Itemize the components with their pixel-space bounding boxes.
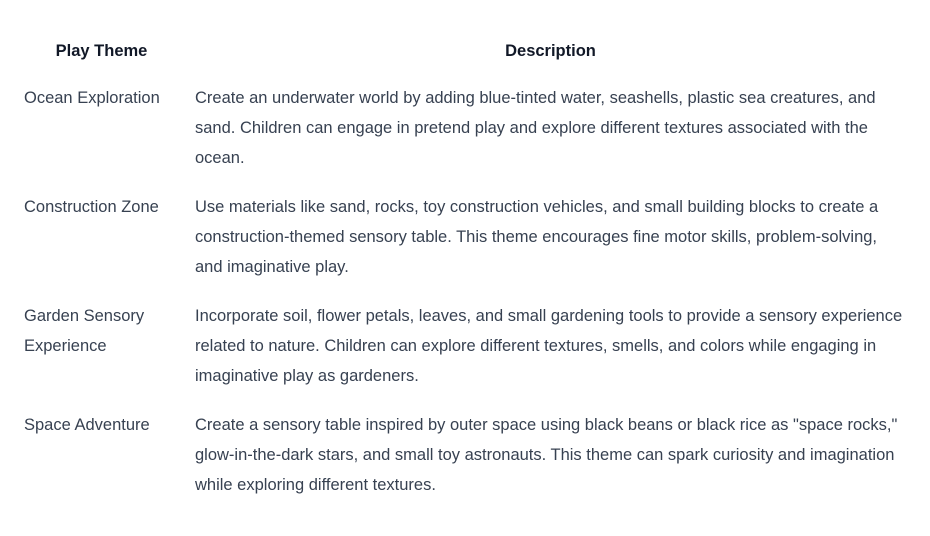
header-row bbox=[16, 28, 914, 75]
theme-cell: Construction Zone bbox=[24, 198, 159, 216]
play-themes-table bbox=[16, 28, 914, 511]
description-cell: Use materials like sand, rocks, toy construction vehicles, and small building blocks to create a construction-themed sensory table. This theme encourages fine motor skills, problem-solving, and imaginative play. bbox=[195, 198, 879, 276]
table-row bbox=[16, 402, 914, 511]
table-header bbox=[16, 28, 914, 75]
theme-cell: Space Adventure bbox=[24, 416, 150, 434]
description-cell: Incorporate soil, flower petals, leaves, and small gardening tools to provide a sensory experience related to nature. Children can explore different textures, smells, and colors while engaging in imaginative play as gardeners. bbox=[195, 307, 903, 385]
description-cell: Create an underwater world by adding blue-tinted water, seashells, plastic sea creatures, and sand. Children can engage in pretend play and explore different textures associated with the ocean. bbox=[195, 89, 876, 167]
description-cell: Create a sensory table inspired by outer space using black beans or black rice as "space rocks," glow-in-the-dark stars, and small toy astronauts. This theme can spark curiosity and imagination while exploring different textures. bbox=[195, 416, 898, 494]
table-body bbox=[16, 75, 914, 511]
table-row bbox=[16, 75, 914, 184]
header-play-theme: Play Theme bbox=[55, 42, 148, 60]
header-description: Description bbox=[505, 42, 596, 60]
theme-cell: Ocean Exploration bbox=[24, 89, 160, 107]
theme-cell: Garden Sensory Experience bbox=[24, 307, 145, 355]
table-row bbox=[16, 293, 914, 402]
table-row bbox=[16, 184, 914, 293]
